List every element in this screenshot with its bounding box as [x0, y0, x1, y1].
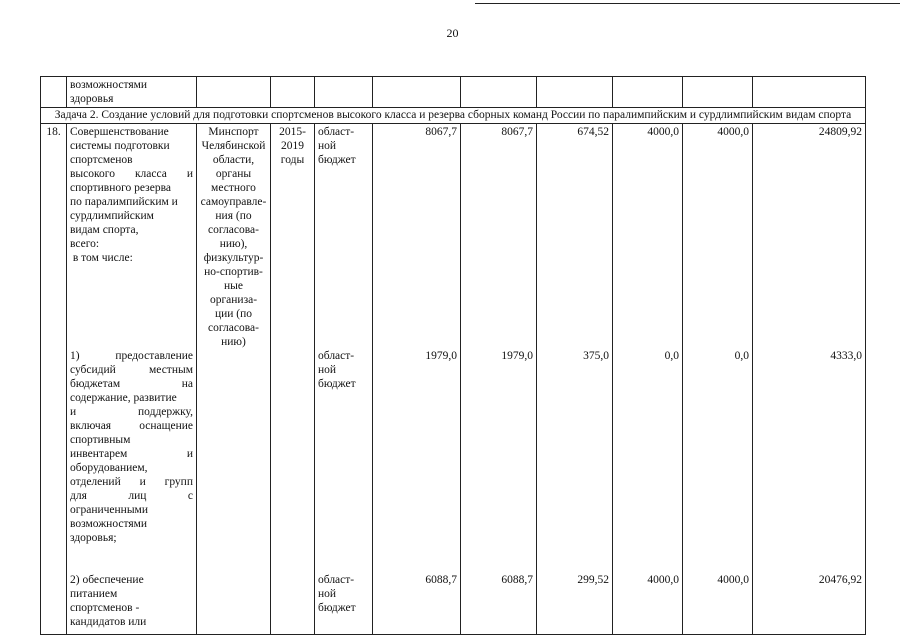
measure-line: бюджетам на: [70, 378, 193, 390]
measure-line: включая оснащение: [70, 420, 193, 432]
measure-segment: [70, 349, 193, 573]
measure-line: сурдлимпийским: [70, 210, 154, 222]
value-2016: 1979,0: [501, 350, 533, 362]
continuation-line: здоровья: [70, 93, 114, 105]
measure-line: и поддержку,: [70, 406, 193, 418]
measure-segment: [70, 573, 193, 633]
table-row: [41, 124, 866, 635]
measure-segment: [70, 125, 193, 349]
header-rule: [475, 3, 900, 4]
value-2017: 299,52: [577, 574, 609, 586]
measure-line: ограниченными: [70, 504, 148, 516]
measure-line: 1) предоставление: [70, 350, 193, 362]
measure-line: высокого класса и: [70, 168, 193, 180]
page-number: 20: [446, 26, 459, 40]
value-2018: 4000,0: [647, 574, 679, 586]
measure-line: здоровья;: [70, 532, 117, 544]
value-2015: 6088,7: [425, 574, 457, 586]
value-2017-cell: [537, 124, 613, 635]
measure-line: 2) обеспечение: [70, 574, 144, 586]
funding-source-cell: [315, 124, 373, 635]
continuation-text: [67, 77, 197, 108]
years-cell: 2015- 2019 годы: [271, 124, 315, 635]
measure-line: видам спорта,: [70, 224, 139, 236]
measure-line: инвентарем и: [70, 448, 193, 460]
value-2015: 1979,0: [425, 350, 457, 362]
value-2016: 8067,7: [501, 126, 533, 138]
measure-line: Совершенствование: [70, 126, 169, 138]
value-2015: 8067,7: [425, 126, 457, 138]
measure-line: по паралимпийским и: [70, 196, 178, 208]
measure-line: всего:: [70, 238, 100, 250]
measure-line: субсидий местным: [70, 364, 193, 376]
task-row: [41, 108, 866, 124]
value-2019-cell: [683, 124, 753, 635]
measure-line: возможностями: [70, 518, 148, 530]
measure-line: оборудованием,: [70, 462, 148, 474]
value-2019: 4000,0: [717, 574, 749, 586]
measure-line: для лиц с: [70, 490, 193, 502]
value-2018-cell: [613, 124, 683, 635]
total-value: 24809,92: [818, 126, 862, 138]
funding-source: област- ной бюджет: [318, 350, 356, 390]
measure-line: отделений и групп: [70, 476, 193, 488]
continuation-row: [41, 77, 866, 108]
value-2018: 4000,0: [647, 126, 679, 138]
total-value: 4333,0: [830, 350, 862, 362]
measure-line: системы подготовки: [70, 140, 170, 152]
value-2017: 674,52: [577, 126, 609, 138]
value-2015-cell: [373, 124, 461, 635]
row-number: 18.: [41, 124, 67, 635]
value-2016-cell: [461, 124, 537, 635]
total-value: 20476,92: [818, 574, 862, 586]
value-2016: 6088,7: [501, 574, 533, 586]
total-cell: [753, 124, 866, 635]
measure-line: спортсменов: [70, 154, 133, 166]
measure-line: в том числе:: [70, 252, 133, 264]
value-2018: 0,0: [664, 350, 679, 362]
measure-line: содержание, развитие: [70, 392, 177, 404]
measure-line: кандидатов или: [70, 616, 147, 628]
task-heading: Задача 2. Создание условий для подготовки спортсменов высокого класса и резерва сборных команд России по паралимпийским и сурдлимпийским видам спорта: [41, 108, 866, 124]
measure-line: спортивным: [70, 434, 131, 446]
value-2017: 375,0: [583, 350, 609, 362]
value-2019: 0,0: [734, 350, 749, 362]
value-2019: 4000,0: [717, 126, 749, 138]
continuation-line: возможностями: [70, 79, 148, 91]
measure-line: питанием: [70, 588, 118, 600]
program-table: [40, 76, 866, 635]
measure-name-cell: [67, 124, 197, 635]
funding-source: област- ной бюджет: [318, 126, 356, 166]
funding-source: област- ной бюджет: [318, 574, 356, 614]
executor-cell: Минспорт Челябинской области, органы местного самоуправле- ния (по согласова- нию), физкультур- но-спортив- ные организа- ции (по согласова- нию): [197, 124, 271, 635]
measure-line: спортсменов -: [70, 602, 140, 614]
measure-line: спортивного резерва: [70, 182, 171, 194]
